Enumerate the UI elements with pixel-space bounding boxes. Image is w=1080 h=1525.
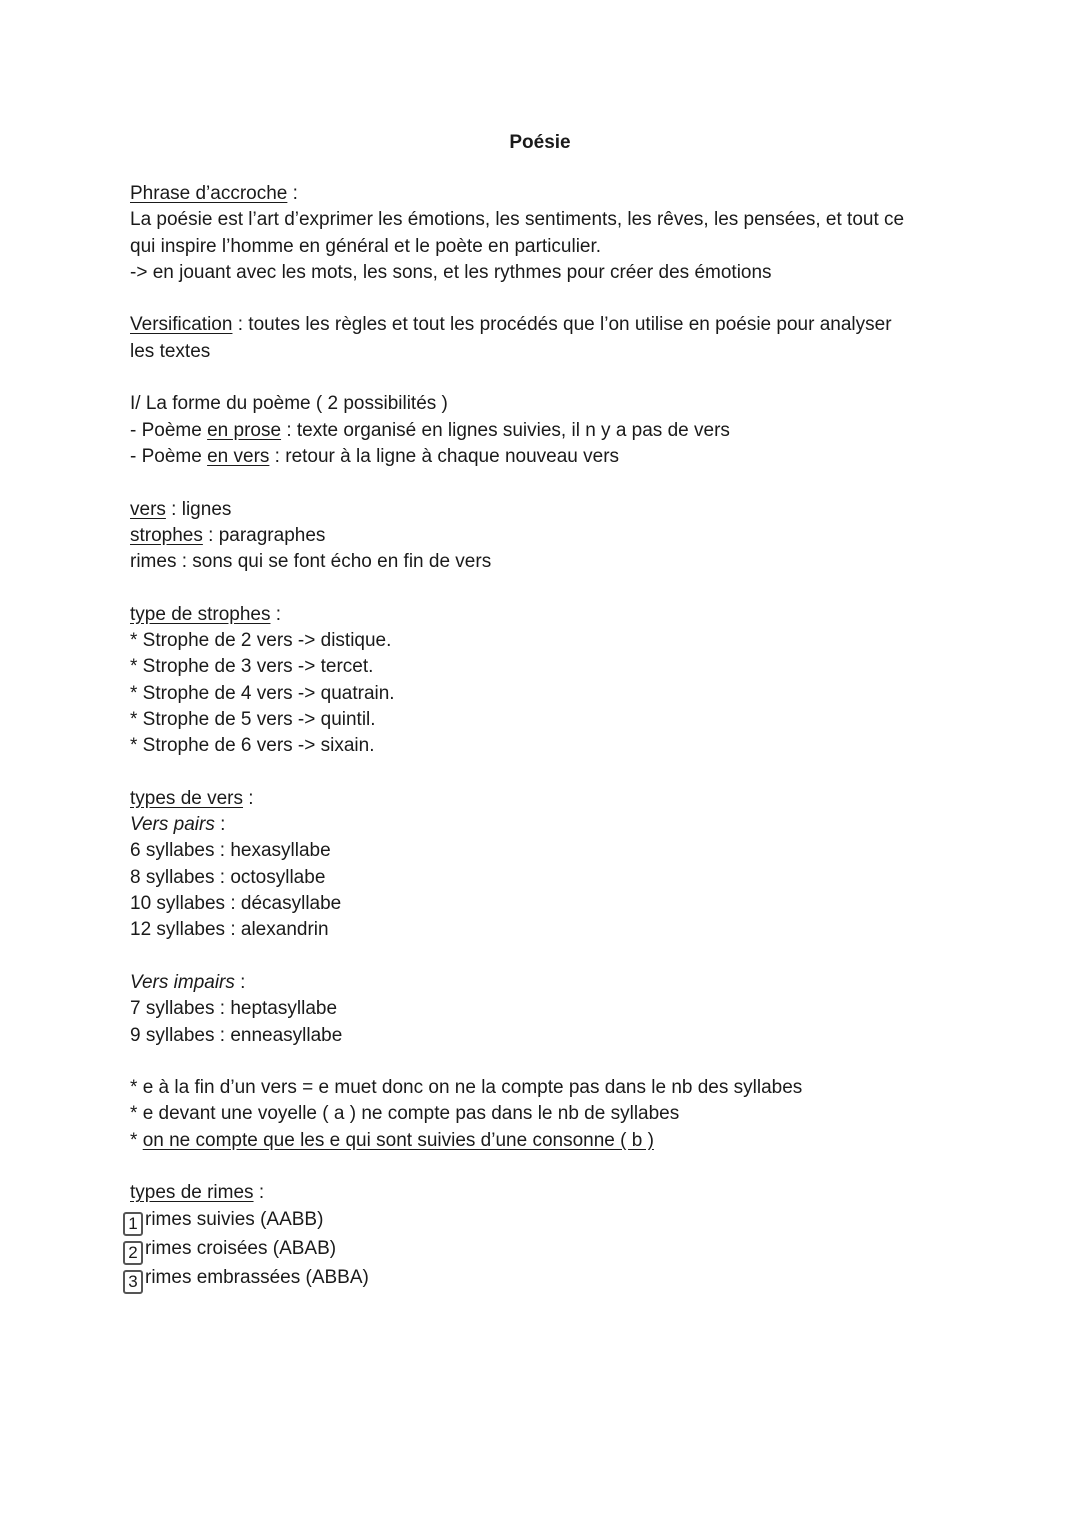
forme-item: - Poème en prose : texte organisé en lignes suivies, il n y a pas de vers <box>130 419 730 441</box>
number-badge: 1 <box>123 1212 143 1236</box>
vers-heading-line: types de vers : <box>130 787 254 809</box>
versification-heading: Versification <box>130 314 233 336</box>
vers-pair-item: 6 syllabes : hexasyllabe <box>130 840 331 862</box>
vers-pair-item: 10 syllabes : décasyllabe <box>130 893 342 915</box>
vers-impairs-label-line: Vers impairs : <box>130 971 246 993</box>
note-item: * e à la fin d’un vers = e muet donc on ne la compte pas dans le nb des syllabes <box>130 1077 803 1099</box>
strophes-heading-line: type de strophes : <box>130 603 282 625</box>
versification-line: Versification : toutes les règles et tout les procédés que l’on utilise en poésie pour analyser <box>130 314 892 336</box>
strophe-item: * Strophe de 6 vers -> sixain. <box>130 735 375 757</box>
page-title: Poésie <box>509 132 571 153</box>
forme-item: - Poème en vers : retour à la ligne à chaque nouveau vers <box>130 445 620 467</box>
strophe-item: * Strophe de 3 vers -> tercet. <box>130 656 374 678</box>
accroche-line: -> en jouant avec les mots, les sons, et les rythmes pour créer des émotions <box>130 261 772 283</box>
definition-vers: vers : lignes <box>130 498 232 520</box>
forme-term: en prose <box>207 419 282 441</box>
versification-line-2: les textes <box>130 340 211 362</box>
vers-pair-item: 8 syllabes : octosyllabe <box>130 866 326 888</box>
accroche-line: La poésie est l’art d’exprimer les émotions, les sentiments, les rêves, les pensées, et tout ce <box>130 209 905 231</box>
vers-heading: types de vers <box>130 787 243 809</box>
note-item: * e devant une voyelle ( a ) ne compte pas dans le nb de syllabes <box>130 1103 680 1125</box>
definition-strophes: strophes : paragraphes <box>130 524 326 546</box>
accroche-line: qui inspire l’homme en général et le poète en particulier. <box>130 235 602 257</box>
vers-impair-item: 9 syllabes : enneasyllabe <box>130 1024 343 1046</box>
strophe-item: * Strophe de 5 vers -> quintil. <box>130 708 376 730</box>
strophe-item: * Strophe de 2 vers -> distique. <box>130 630 392 652</box>
rimes-heading: types de rimes <box>130 1182 254 1204</box>
rime-item: 3 rimes embrassées (ABBA) <box>130 1265 960 1294</box>
note-star: * <box>130 1077 143 1099</box>
definition-term: strophes <box>130 524 203 546</box>
note-underlined: on ne compte que les e qui sont suivies d’une consonne ( b ) <box>142 1129 654 1151</box>
vers-impairs-label: Vers impairs <box>130 971 235 993</box>
accroche-heading: Phrase d’accroche <box>130 183 288 204</box>
number-badge: 2 <box>123 1241 143 1265</box>
strophes-heading: type de strophes <box>130 603 271 625</box>
accroche-heading-line: Phrase d’accroche : <box>130 183 298 204</box>
note-star: * <box>130 1103 143 1125</box>
forme-heading: I/ La forme du poème ( 2 possibilités ) <box>130 393 448 415</box>
vers-pairs-label: Vers pairs <box>130 814 215 836</box>
rime-item: 2 rimes croisées (ABAB) <box>130 1236 960 1265</box>
definition-term: vers <box>130 498 166 520</box>
vers-impair-item: 7 syllabes : heptasyllabe <box>130 998 338 1020</box>
rime-item: 1 rimes suivies (AABB) <box>130 1207 960 1236</box>
number-badge: 3 <box>123 1270 143 1294</box>
rimes-heading-line: types de rimes : <box>130 1182 265 1204</box>
document-body <box>130 181 960 1294</box>
strophe-item: * Strophe de 4 vers -> quatrain. <box>130 682 395 704</box>
definition-term: rimes <box>130 551 177 573</box>
forme-term: en vers <box>207 445 270 467</box>
vers-pairs-label-line: Vers pairs : <box>130 814 226 836</box>
note-item <box>130 1128 960 1154</box>
definition-rimes: rimes : sons qui se font écho en fin de vers <box>130 551 492 573</box>
vers-pair-item: 12 syllabes : alexandrin <box>130 919 329 941</box>
note-star: * <box>130 1129 143 1151</box>
